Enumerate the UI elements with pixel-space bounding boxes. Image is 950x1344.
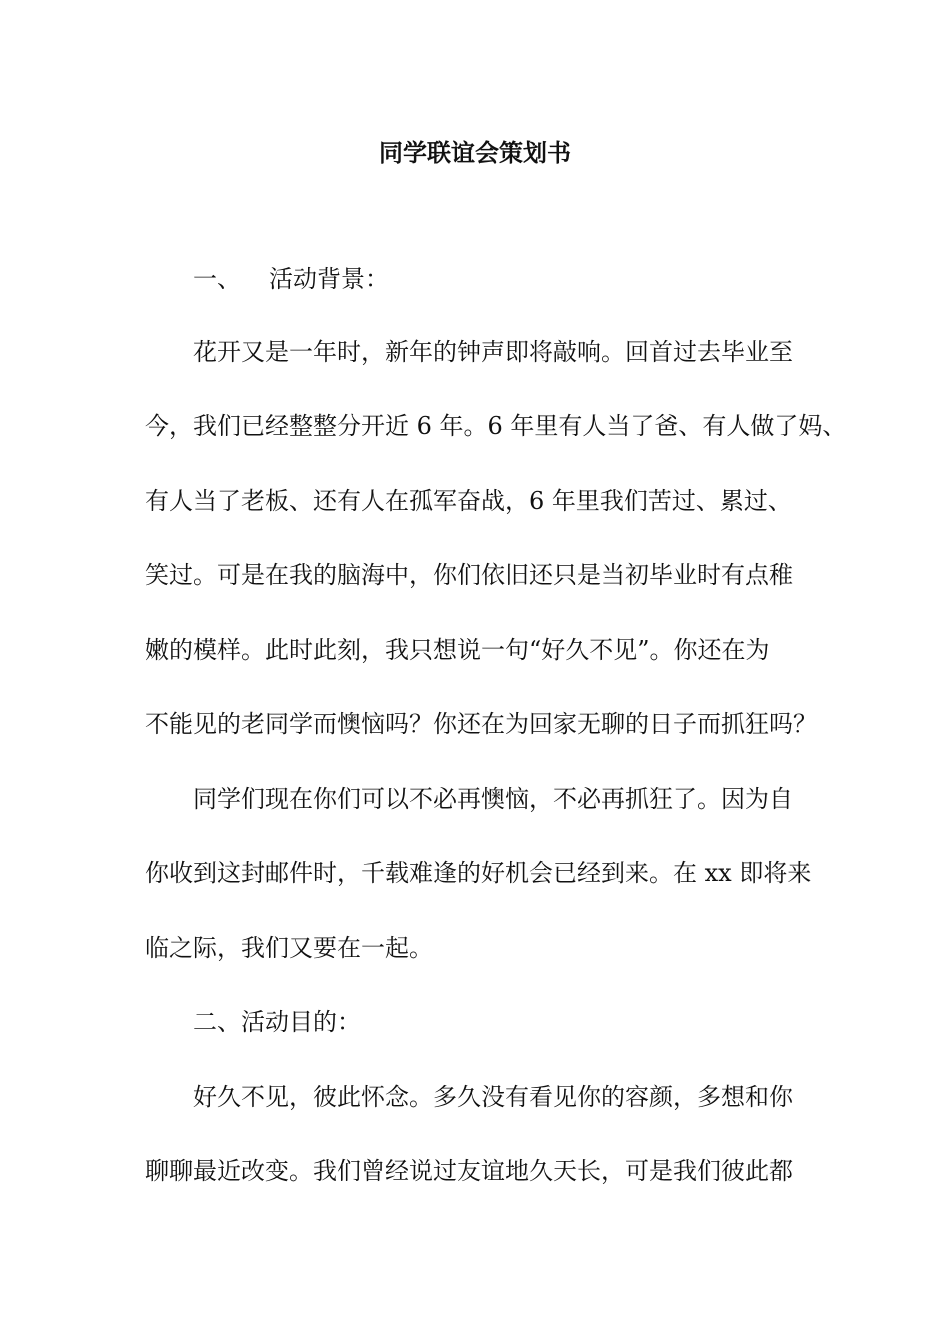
paragraph-line: 同学们现在你们可以不必再懊恼，不必再抓狂了。因为自 [193, 785, 793, 813]
section-number: 一、 [193, 265, 241, 293]
paragraph-line: 临之际，我们又要在一起。 [145, 934, 433, 962]
paragraph-line: 聊聊最近改变。我们曾经说过友谊地久天长，可是我们彼此都 [145, 1157, 793, 1185]
section-heading-2: 二、活动目的： [193, 1008, 361, 1036]
paragraph-line: 花开又是一年时，新年的钟声即将敲响。回首过去毕业至 [193, 338, 793, 366]
document-title: 同学联谊会策划书 [379, 138, 571, 167]
paragraph-line: 不能见的老同学而懊恼吗？你还在为回家无聊的日子而抓狂吗？ [145, 710, 817, 738]
paragraph-line: 今，我们已经整整分开近 6 年。6 年里有人当了爸、有人做了妈、 [145, 412, 847, 440]
section-heading-text: 活动背景： [269, 265, 389, 293]
paragraph-line: 有人当了老板、还有人在孤军奋战，6 年里我们苦过、累过、 [145, 487, 792, 515]
paragraph-line: 你收到这封邮件时，千载难逢的好机会已经到来。在 xx 即将来 [145, 859, 812, 887]
section-heading-1 [193, 262, 389, 296]
paragraph-line: 嫩的模样。此时此刻，我只想说一句“好久不见”。你还在为 [145, 636, 770, 664]
paragraph-line: 好久不见，彼此怀念。多久没有看见你的容颜，多想和你 [193, 1083, 793, 1111]
paragraph-line: 笑过。可是在我的脑海中，你们依旧还只是当初毕业时有点稚 [145, 561, 793, 589]
